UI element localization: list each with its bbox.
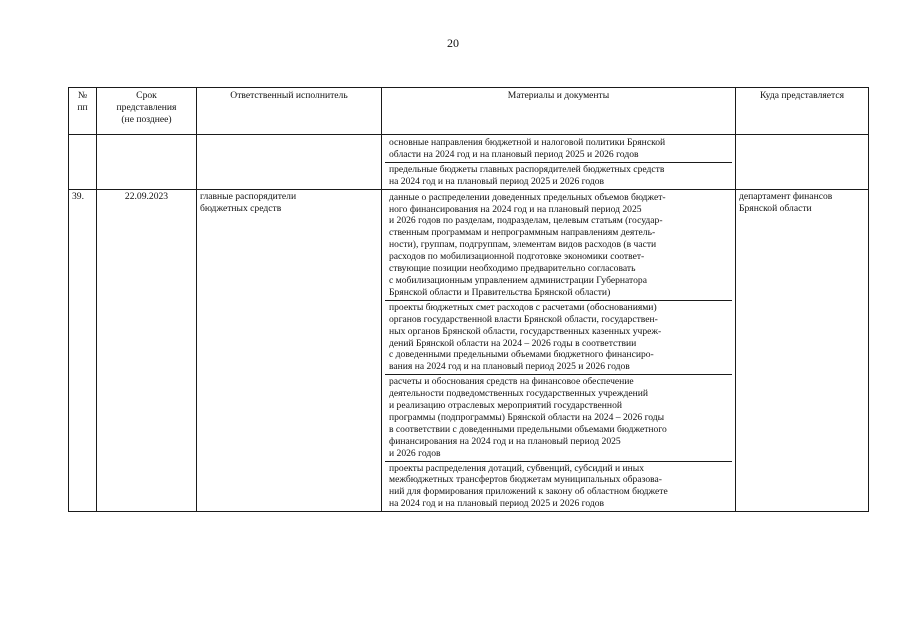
row-executor: главные распорядители бюджетных средств bbox=[197, 189, 382, 512]
continuation-deadline-cell bbox=[97, 135, 197, 190]
row-destination: департамент финансов Брянской области bbox=[736, 189, 869, 512]
material-item: данные о распределении доведенных предельных объемов бюджет- ного финансирования на 2024 год и на плановый период 2025 и 2026 годов по разделам, подразделам, целевым статьям (государ- ственным программам и непрограммным направлениям деятель- ности), группам, подгруппам, элементам видов расходов (в части расходов по мобилизационной подготовке экономики соответ- ствующие позиции необходимо предварительно согласовать с мобилизационным управлением администрации Губернатора Брянской области и Правительства Брянской области) bbox=[389, 191, 666, 298]
document-table bbox=[68, 87, 869, 512]
material-item: расчеты и обоснования средств на финансовое обеспечение деятельности подведомственных государственных учреждений и реализацию отраслевых мероприятий государственной программы (подпрограммы) Брянской области на 2024 – 2026 годы в соответствии с доведенными предельными объемами бюджетного финансирования на 2024 год и на плановый период 2025 и 2026 годов bbox=[385, 374, 732, 460]
table-row-39 bbox=[69, 189, 869, 512]
header-destination: Куда представляется bbox=[736, 88, 869, 135]
continuation-num-cell bbox=[69, 135, 97, 190]
continuation-materials-cell bbox=[382, 135, 736, 190]
header-row bbox=[69, 88, 869, 135]
header-executor: Ответственный исполнитель bbox=[197, 88, 382, 135]
header-deadline: Срок представления (не позднее) bbox=[97, 88, 197, 135]
header-num: № пп bbox=[69, 88, 97, 135]
continuation-destination-cell bbox=[736, 135, 869, 190]
row-number: 39. bbox=[69, 189, 97, 512]
continuation-executor-cell bbox=[197, 135, 382, 190]
material-item: проекты распределения дотаций, субвенций, субсидий и иных межбюджетных трансфертов бюджетам муниципальных образова- ний для формирования приложений к закону об областном бюджете на 2024 год и на плановый период 2025 и 2026 годов bbox=[385, 461, 732, 512]
material-item: основные направления бюджетной и налоговой политики Брянской области на 2024 год и на плановый период 2025 и 2026 годов bbox=[389, 137, 666, 160]
material-item: проекты бюджетных смет расходов с расчетами (обоснованиями) органов государственной власти Брянской области, государствен- ных органов Брянской области, государственных казенных учреж- дений Брянской области на 2024 – 2026 годы в соответствии с доведенными предельными объемами бюджетного финансиро- вания на 2024 год и на плановый период 2025 и 2026 годов bbox=[385, 300, 732, 374]
page-number: 20 bbox=[447, 36, 459, 50]
continuation-row bbox=[69, 135, 869, 190]
row-materials-cell bbox=[382, 189, 736, 512]
row-deadline: 22.09.2023 bbox=[97, 189, 197, 512]
material-item: предельные бюджеты главных распорядителей бюджетных средств на 2024 год и на плановый период 2025 и 2026 годов bbox=[385, 162, 732, 189]
header-materials: Материалы и документы bbox=[382, 88, 736, 135]
